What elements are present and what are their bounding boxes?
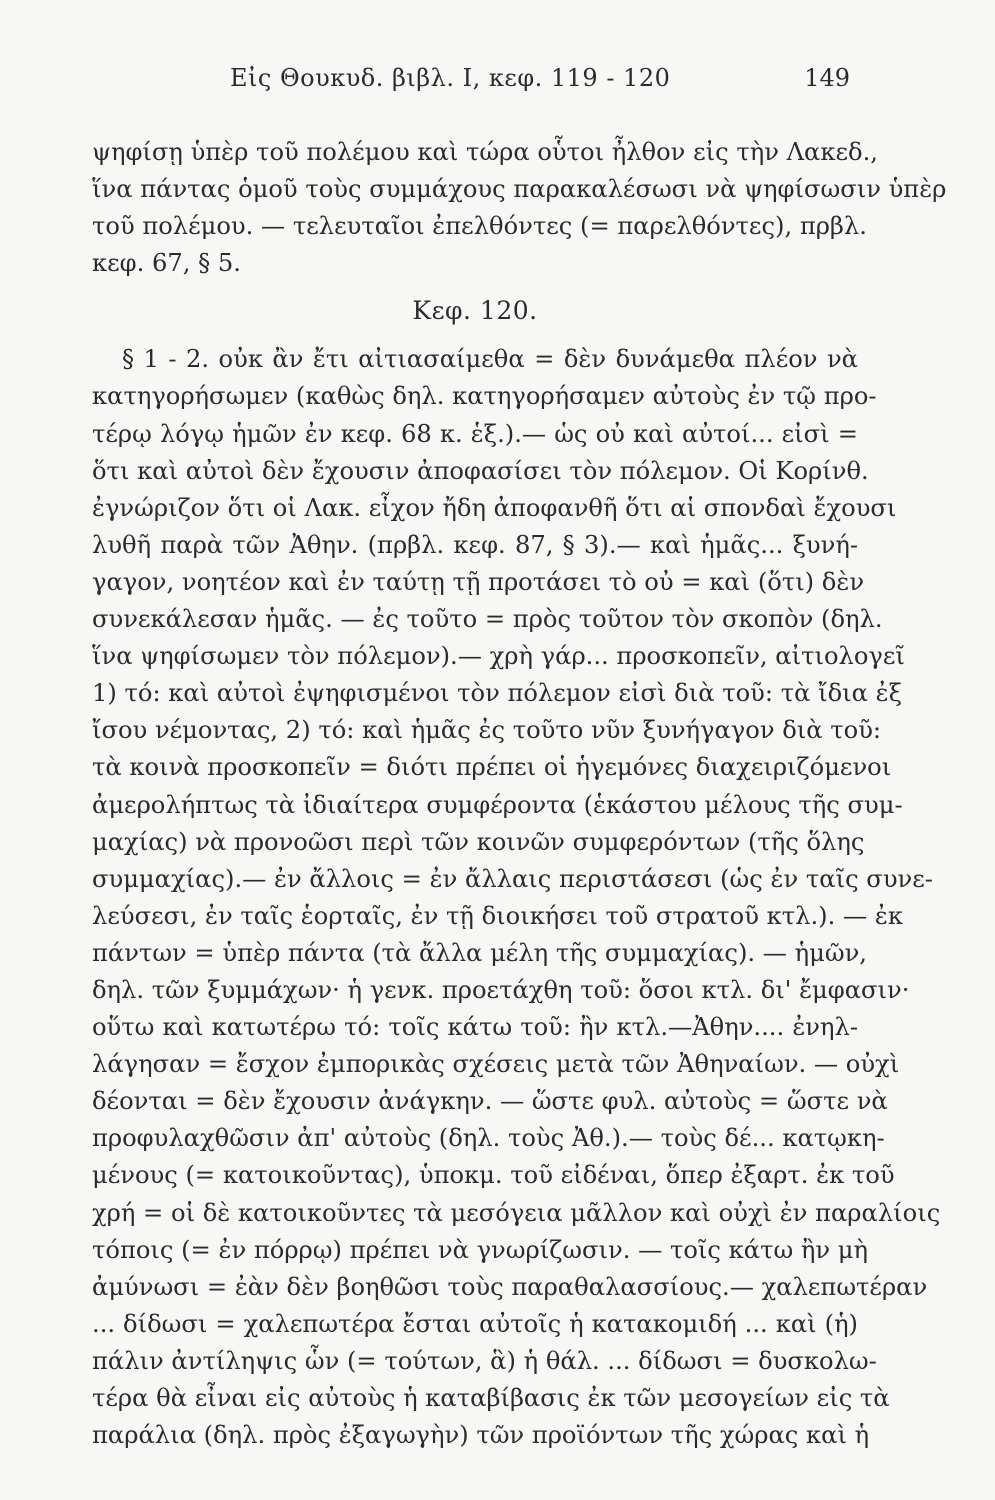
text-line: ἀμύνωσι = ἐὰν δὲν βοηθῶσι τοὺς παραθαλασσίους.— χαλεπωτέραν bbox=[92, 1272, 928, 1301]
text-line: χρή = οἱ δὲ κατοικοῦντες τὰ μεσόγεια μᾶλλον καὶ οὐχὶ ἐν παραλίοις bbox=[92, 1198, 941, 1227]
text-line: ἴσου νέμοντας, 2) τό: καὶ ἡμᾶς ἐς τοῦτο νῦν ξυνήγαγον διὰ τοῦ: bbox=[92, 716, 882, 745]
paragraph-continuation bbox=[92, 134, 947, 282]
text-line: δέονται = δὲν ἔχουσιν ἀνάγκην. — ὥστε φυλ. αὐτοὺς = ὥστε νὰ bbox=[92, 1087, 888, 1116]
text-line: πάλιν ἀντίληψις ὧν (= τούτων, ἃ) ἡ θάλ. ... δίδωσι = δυσκολω- bbox=[92, 1346, 877, 1375]
text-line: λάγησαν = ἔσχον ἐμπορικὰς σχέσεις μετὰ τῶν Ἀθηναίων. — οὐχὶ bbox=[92, 1050, 900, 1079]
text-line: ὅτι καὶ αὐτοὶ δὲν ἔχουσιν ἀποφασίσει τὸν πόλεμον. Οἱ Κορίνθ. bbox=[92, 456, 869, 485]
commentary-text bbox=[92, 134, 947, 1454]
text-line: δηλ. τῶν ξυμμάχων· ἡ γενκ. προετάχθη τοῦ: ὅσοι κτλ. δι' ἔμφασιν· bbox=[92, 975, 910, 1004]
text-line: κεφ. 67, § 5. bbox=[92, 249, 241, 278]
text-line: τέρῳ λόγῳ ἡμῶν ἐν κεφ. 68 κ. ἑξ.).— ὡς οὐ καὶ αὐτοί... εἰσὶ = bbox=[92, 419, 858, 448]
text-line: συμμαχίας).— ἐν ἄλλοις = ἐν ἄλλαις περιστάσεσι (ὡς ἐν ταῖς συνε- bbox=[92, 864, 933, 893]
text-line: μαχίας) νὰ προνοῶσι περὶ τῶν κοινῶν συμφερόντων (τῆς ὅλης bbox=[92, 827, 865, 856]
text-line: λυθῆ παρὰ τῶν Ἀθην. (πρβλ. κεφ. 87, § 3).— καὶ ἡμᾶς... ξυνή- bbox=[92, 530, 858, 559]
paragraph-section-1-2 bbox=[92, 341, 941, 1454]
text-line: ἀμερολήπτως τὰ ἰδιαίτερα συμφέροντα (ἑκάστου μέλους τῆς συμ- bbox=[92, 790, 903, 819]
text-line: προφυλαχθῶσιν ἀπ' αὐτοὺς (δηλ. τοὺς Ἀθ.).— τοὺς δέ... κατῳκη- bbox=[92, 1124, 885, 1153]
running-head: Εἰς Θουκυδ. βιβλ. I, κεφ. 119 - 120 bbox=[230, 64, 671, 92]
text-line: § 1 - 2. οὐκ ἂν ἔτι αἰτιασαίμεθα = δὲν δυνάμεθα πλέον νὰ bbox=[122, 345, 858, 374]
text-line: τέρα θὰ εἶναι εἰς αὐτοὺς ἡ καταβίβασις ἐκ τῶν μεσογείων εἰς τὰ bbox=[92, 1384, 890, 1412]
text-line: συνεκάλεσαν ἡμᾶς. — ἐς τοῦτο = πρὸς τοῦτον τὸν σκοπὸν (δηλ. bbox=[92, 605, 883, 634]
text-line: παράλια (δηλ. πρὸς ἐξαγωγὴν) τῶν προϊόντων τῆς χώρας καὶ ἡ bbox=[92, 1421, 870, 1450]
text-line: τόποις (= ἐν πόρρῳ) πρέπει νὰ γνωρίζωσιν. — τοῖς κάτω ἢν μὴ bbox=[92, 1235, 868, 1264]
text-line: ... δίδωσι = χαλεπωτέρα ἔσται αὐτοῖς ἡ κατακομιδή ... καὶ (ἡ) bbox=[92, 1309, 858, 1338]
text-line: μένους (= κατοικοῦντας), ὑποκμ. τοῦ εἰδέναι, ὅπερ ἐξαρτ. ἐκ τοῦ bbox=[92, 1161, 895, 1190]
text-line: λεύσεσι, ἐν ταῖς ἑορταῖς, ἐν τῇ διοικήσει τοῦ στρατοῦ κτλ.). — ἐκ bbox=[92, 901, 903, 930]
text-line: ψηφίσῃ ὑπὲρ τοῦ πολέμου καὶ τώρα οὗτοι ἦλθον εἰς τὴν Λακεδ., bbox=[92, 138, 878, 166]
page-header bbox=[90, 64, 850, 98]
page-number: 149 bbox=[804, 64, 850, 92]
text-line: κατηγορήσωμεν (καθὼς δηλ. κατηγορήσαμεν αὐτοὺς ἐν τῷ προ- bbox=[92, 382, 877, 411]
chapter-heading: Κεφ. 120. bbox=[412, 296, 538, 326]
text-line: ἵνα ψηφίσωμεν τὸν πόλεμον).— χρὴ γάρ... προσκοπεῖν, αἰτιολογεῖ bbox=[92, 642, 905, 671]
text-line: πάντων = ὑπὲρ πάντα (τὰ ἄλλα μέλη τῆς συμμαχίας). — ἡμῶν, bbox=[92, 938, 867, 967]
text-line: τοῦ πολέμου. — τελευταῖοι ἐπελθόντες (= παρελθόντες), πρβλ. bbox=[92, 212, 867, 241]
text-line: τὰ κοινὰ προσκοπεῖν = διότι πρέπει οἱ ἡγεμόνες διαχειριζόμενοι bbox=[92, 753, 892, 782]
text-line: οὕτω καὶ κατωτέρω τό: τοῖς κάτω τοῦ: ἢν κτλ.—Ἀθην.... ἐνηλ- bbox=[92, 1013, 858, 1042]
text-line: γαγον, νοητέον καὶ ἐν ταύτῃ τῇ προτάσει τὸ οὐ = καὶ (ὅτι) δὲν bbox=[92, 567, 865, 596]
text-line: 1) τό: καὶ αὐτοὶ ἐψηφισμένοι τὸν πόλεμον εἰσὶ διὰ τοῦ: τὰ ἴδια ἐξ bbox=[92, 679, 902, 708]
text-line: ἐγνώριζον ὅτι οἱ Λακ. εἶχον ἤδη ἀποφανθῆ ὅτι αἱ σπονδαὶ ἔχουσι bbox=[92, 493, 897, 522]
text-line: ἵνα πάντας ὁμοῦ τοὺς συμμάχους παρακαλέσωσι νὰ ψηφίσωσιν ὑπὲρ bbox=[92, 175, 947, 204]
